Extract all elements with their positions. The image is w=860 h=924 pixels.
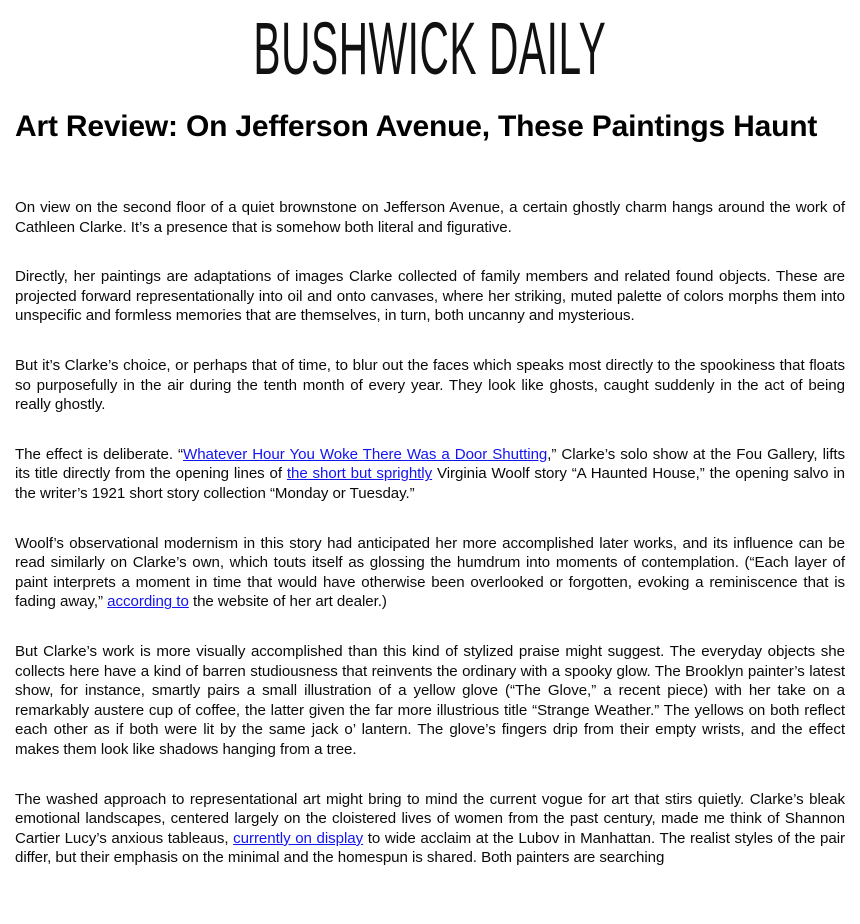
article-text-run: But it’s Clarke’s choice, or perhaps that of time, to blur out the faces which speaks most directly to the spookiness that floats so purposefully in the air during the tenth month of every year. They look like ghosts, caught suddenly in the act of being really ghostly. xyxy=(15,357,845,414)
site-logo[interactable]: BUSHWICK DAILY xyxy=(253,7,607,90)
article-text-run: to wide acclaim at the Lubov in Manhattan. The realist styles of the pair differ, but their emphasis on the minimal and the homespun is shared. Both painters are searching xyxy=(15,829,845,867)
article-paragraph xyxy=(15,445,845,504)
article-inline-link[interactable]: according to xyxy=(107,593,189,611)
article-inline-link[interactable]: Whatever Hour You Woke There Was a Door Shutting xyxy=(183,445,548,463)
article-paragraph xyxy=(15,356,845,415)
article-text-run: But Clarke’s work is more visually accomplished than this kind of stylized praise might suggest. The everyday objects she collects here have a kind of barren studiousness that reinvents the ordinary with a spooky glow. The Brooklyn painter’s latest show, for instance, smartly pairs a small illustration of a yellow glove (“The Glove,” a recent piece) with her take on a remarkably austere cup of coffee, the latter given the far more illustrious title “Strange Weather.” The yellows on both reflect each other as if both were lit by the same jack o’ lantern. The glove’s fingers drip from their empty wrists, and the effect makes them look like shadows hanging from a tree. xyxy=(15,643,845,758)
article-text-run: Virginia Woolf story “A Haunted House,” the opening salvo in the writer’s 1921 short story collection “Monday or Tuesday.” xyxy=(15,465,845,503)
article-paragraph xyxy=(15,642,845,760)
article-text-run: Directly, her paintings are adaptations of images Clarke collected of family members and related found objects. These are projected forward representationally into oil and onto canvases, where her striking, muted palette of colors morphs them into unspecific and formless memories that are themselves, in turn, both uncanny and mysterious. xyxy=(15,268,845,325)
article-paragraph xyxy=(15,790,845,868)
article-text-run: the website of her art dealer.) xyxy=(188,593,387,611)
site-masthead xyxy=(15,0,845,88)
article-text-run: Woolf’s observational modernism in this story had anticipated her more accomplished later works, and its influence can be read similarly on Clarke’s own, which touts itself as glossing the humdrum into moments of contemplation. (“Each layer of paint interprets a moment in time that would have otherwise been overlooked or forgotten, evoking a reminiscence that is fading away,” xyxy=(15,534,845,611)
article-paragraph xyxy=(15,534,845,612)
article-headline: Art Review: On Jefferson Avenue, These Paintings Haunt xyxy=(15,110,818,143)
article-text-run: The effect is deliberate. “ xyxy=(15,445,183,463)
article-paragraph xyxy=(15,198,845,237)
article-text-run: ,” Clarke’s solo show at the Fou Gallery, lifts its title directly from the opening lines of xyxy=(15,445,845,483)
article-inline-link[interactable]: currently on display xyxy=(233,829,364,847)
article-text-run: The washed approach to representational art might bring to mind the current vogue for art that stirs quietly. Clarke’s bleak emotional landscapes, centered largely on the cloistered lives of women from the past century, made me think of Shannon Cartier Lucy’s anxious tableaus, xyxy=(15,790,845,847)
article-text-run: On view on the second floor of a quiet brownstone on Jefferson Avenue, a certain ghostly charm hangs around the work of Cathleen Clarke. It’s a presence that is somehow both literal and figurative. xyxy=(15,199,845,236)
article-inline-link[interactable]: the short but sprightly xyxy=(286,465,433,483)
article-body xyxy=(15,198,845,868)
article-paragraph xyxy=(15,267,845,326)
